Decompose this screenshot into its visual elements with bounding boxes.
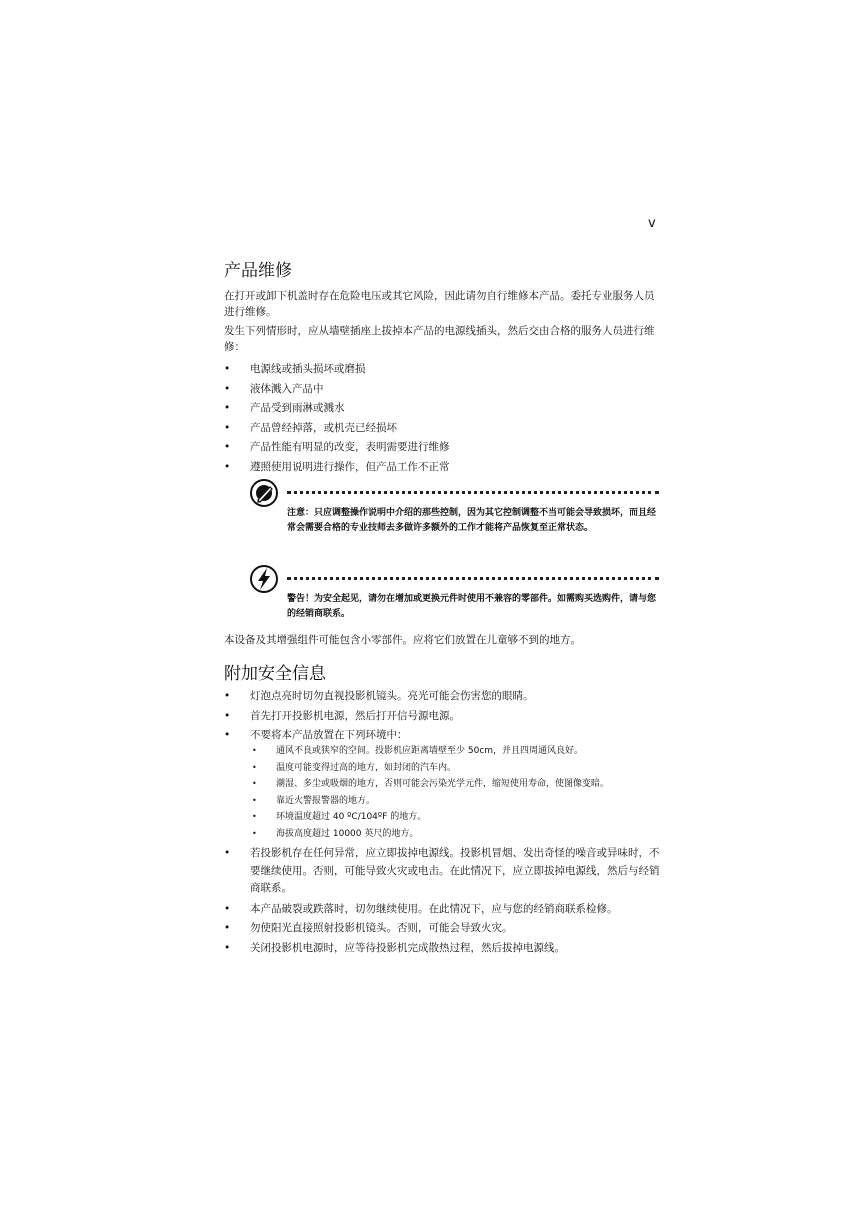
environment-sublist <box>252 743 662 843</box>
service-conditions-list <box>224 361 660 475</box>
list-item: • 产品曾经掉落，或机壳已经损坏 <box>224 421 397 434</box>
section-title-product-service: 产品维修 <box>224 261 292 281</box>
safety-list-top <box>224 688 660 743</box>
sub-list-item: • 潮湿、多尘或吸烟的地方，否则可能会污染光学元件，缩短使用寿命，使图像变暗。 <box>252 779 610 790</box>
warning-divider <box>287 577 659 580</box>
list-item: • 本产品破裂或跌落时，切勿继续使用。在此情况下，应与您的经销商联系检修。 <box>224 902 618 915</box>
small-parts-paragraph: 本设备及其增强组件可能包含小零部件。应将它们放置在儿童够不到的地方。 <box>224 634 581 646</box>
list-item: • 灯泡点亮时切勿直视投影机镜头。亮光可能会伤害您的眼睛。 <box>224 690 534 702</box>
safety-list-bottom <box>224 845 660 956</box>
list-item: • 产品性能有明显的改变，表明需要进行维修 <box>224 441 450 454</box>
list-item: • 首先打开投影机电源，然后打开信号源电源。 <box>224 709 460 722</box>
list-item: • 不要将本产品放置在下列环境中： <box>224 729 408 742</box>
note-pen-icon <box>249 478 279 508</box>
sub-list-item: • 温度可能变得过高的地方，如封闭的汽车内。 <box>252 762 457 773</box>
section-title-additional-safety: 附加安全信息 <box>224 664 326 684</box>
list-item: • 关闭投影机电源时，应等待投影机完成散热过程，然后拔掉电源线。 <box>224 941 565 954</box>
sub-list-item: • 海拔高度超过 10000 英尺的地方。 <box>252 828 419 839</box>
service-conditions-paragraph: 发生下列情形时，应从墙壁插座上拔掉本产品的电源线插头，然后交由合格的服务人员进行维修： <box>224 325 655 353</box>
sub-list-item: • 靠近火警报警器的地方。 <box>252 795 376 806</box>
sub-list-item: • 环境温度超过 40 ºC/104ºF 的地方。 <box>252 812 427 823</box>
page-number: v <box>648 216 656 231</box>
list-item: • 液体溅入产品中 <box>224 382 324 395</box>
warning-text: 警告！为安全起见，请勿在增加或更换元件时使用不兼容的零部件。如需购买选购件，请与您的经销商联系。 <box>287 594 657 619</box>
list-item: • 勿使阳光直接照射投影机镜头。否则，可能会导致火灾。 <box>224 922 513 935</box>
list-item: • 遵照使用说明进行操作，但产品工作不正常 <box>224 460 450 473</box>
list-item: • 若投影机存在任何异常，应立即拔掉电源线。投影机冒烟、发出奇怪的噪音或异味时，不要继续使用。否则，可能导致火灾或电击。在此情况下，应立即拔掉电源线，然后与经销商联系。 <box>224 847 660 894</box>
lightning-warning-icon <box>249 564 279 594</box>
list-item: • 电源线或插头损坏或磨损 <box>224 363 366 375</box>
sub-list-item: • 通风不良或狭窄的空间。投影机应距离墙壁至少 50cm，并且四周通风良好。 <box>252 746 584 756</box>
service-warning-paragraph: 在打开或卸下机盖时存在危险电压或其它风险，因此请勿自行维修本产品。委托专业服务人员进行维修。 <box>224 290 655 318</box>
note-divider <box>287 491 659 494</box>
note-text: 注意：只应调整操作说明中介绍的那些控制，因为其它控制调整不当可能会导致损坏，而且经常会需要合格的专业技师去多做许多额外的工作才能将产品恢复至正常状态。 <box>287 508 657 533</box>
list-item: • 产品受到雨淋或溅水 <box>224 402 345 415</box>
